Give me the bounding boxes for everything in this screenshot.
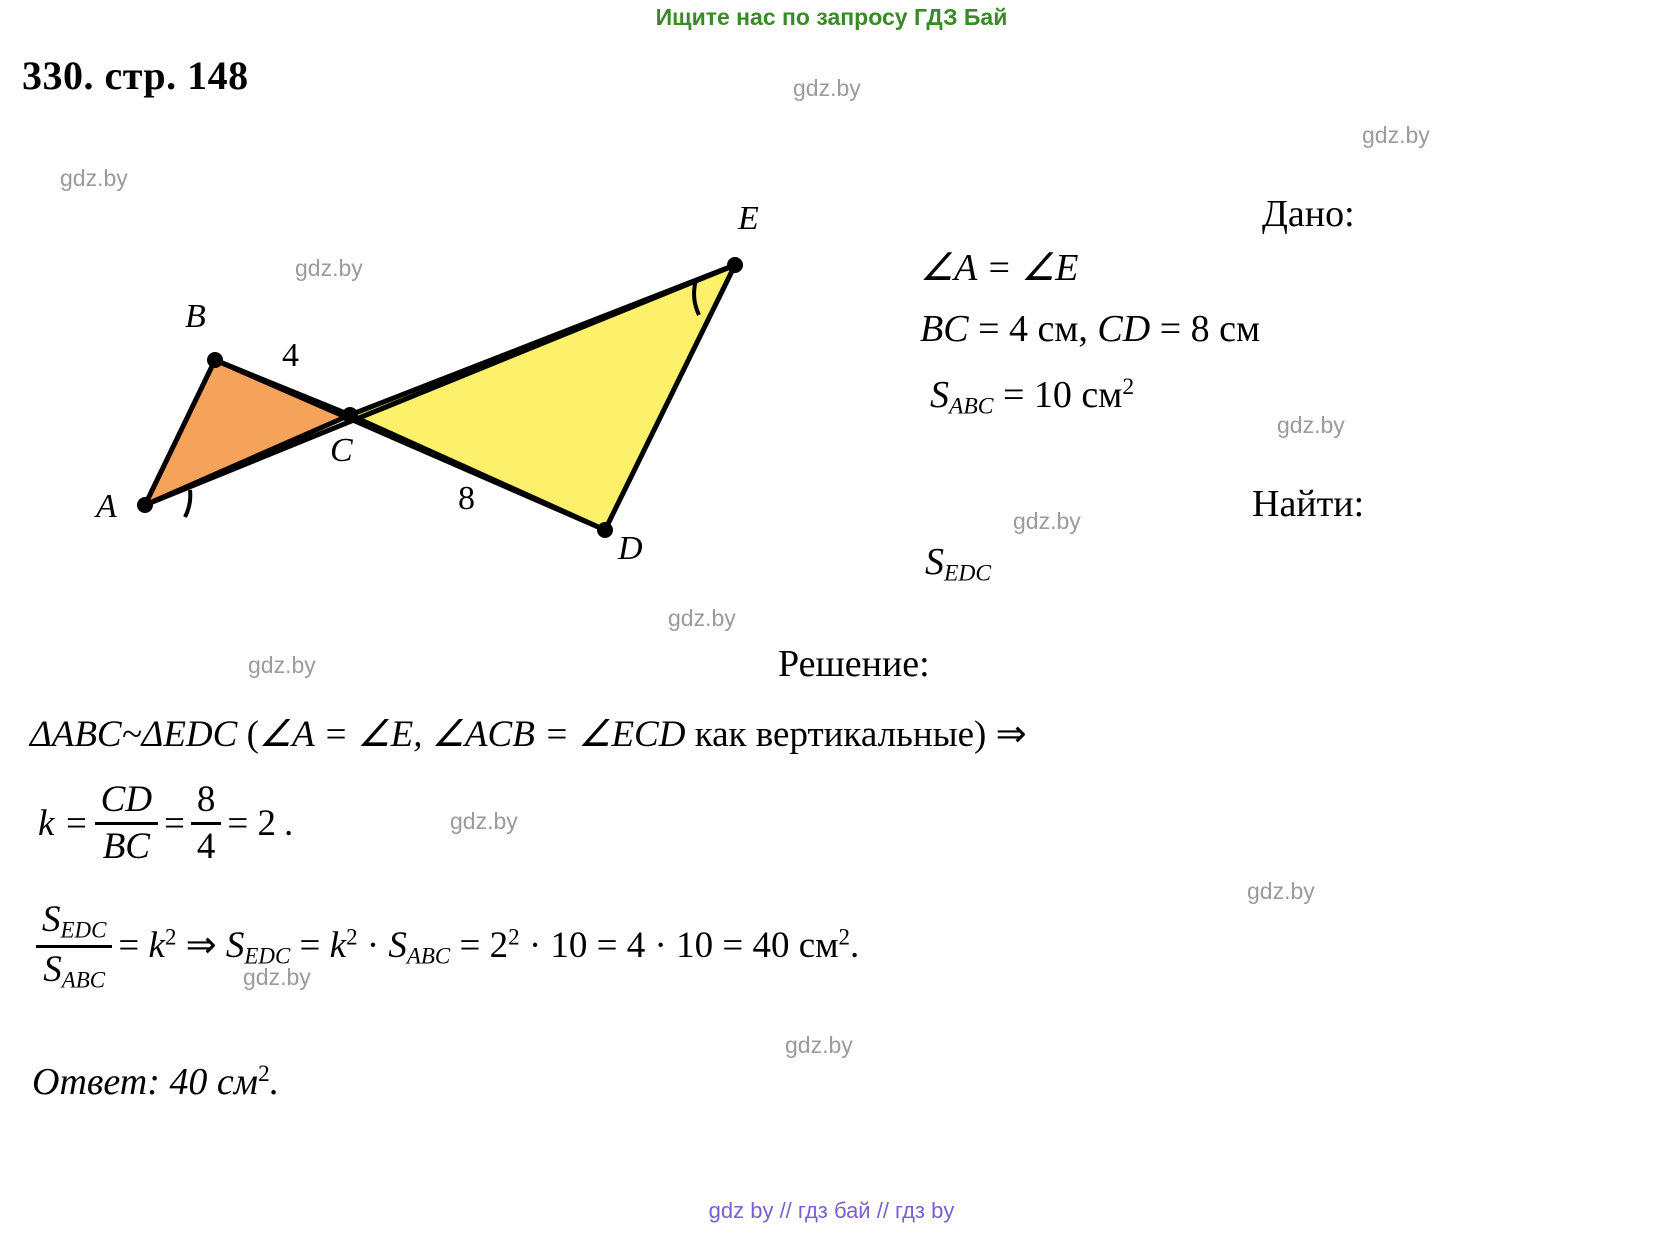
fraction-denominator: $S_{ABC}$: [43, 949, 106, 993]
side-label-bc: 4: [282, 337, 299, 374]
watermark: gdz.by: [248, 652, 316, 678]
k-period: .: [284, 802, 294, 844]
solution-line-similarity: ΔABC~ΔEDC (∠A = ∠E, ∠ACB = ∠ECD как вертикальные) ⇒: [30, 714, 1027, 755]
vertex-label-a: A: [96, 488, 117, 525]
areas-expression: = $k^2$ ⇒ $S_{EDC} = k^2 \cdot S_{ABC} = 2^2 \cdot 10 = 4 \cdot 10 = 40$ $см^2$.: [118, 924, 860, 969]
angle-arc-a: [185, 490, 190, 517]
geometry-figure: [60, 190, 900, 610]
site-banner: Ищите нас по запросу ГДЗ Бай: [655, 4, 1008, 30]
fraction-numerator: $S_{EDC}$: [42, 899, 107, 943]
vertex-dot-e: [727, 257, 743, 273]
watermark: gdz.by: [1013, 508, 1081, 534]
triangles-diagram: [60, 190, 900, 610]
watermark: gdz.by: [793, 75, 861, 101]
answer-end: .: [269, 1061, 280, 1103]
solution-line-k: [38, 780, 293, 867]
vertex-label-d: D: [618, 530, 643, 567]
vertex-dot-b: [207, 352, 223, 368]
fraction-bar: [36, 945, 112, 948]
watermark: gdz.by: [1362, 122, 1430, 148]
fraction-cd-bc: [95, 780, 158, 867]
answer-sup: 2: [257, 1061, 270, 1088]
page-title: [22, 52, 249, 99]
k-eq2: = 2: [227, 802, 277, 844]
watermark: gdz.by: [668, 605, 736, 631]
fraction-sedc-sabc: [36, 900, 112, 993]
task-page-value: стр. 148: [104, 53, 249, 98]
watermark: gdz.by: [450, 808, 518, 834]
task-number-value: 330.: [22, 53, 94, 98]
fraction-numerator: 8: [196, 779, 216, 820]
fraction-denominator: 4: [196, 825, 216, 867]
watermark: gdz.by: [295, 255, 363, 281]
find-sub: EDC: [944, 560, 992, 587]
find-symbol: S: [925, 541, 944, 583]
vertex-label-b: B: [185, 298, 206, 335]
given-angles: ∠A = ∠E: [920, 247, 1079, 289]
fraction-denominator: BC: [102, 825, 150, 867]
fraction-8-4: [191, 780, 222, 867]
given-area: $S_{ABC} = 10$ $см^2$: [930, 374, 1135, 420]
vertex-label-e: E: [738, 200, 759, 237]
solution-label: Решение:: [778, 643, 930, 685]
find-label: Найти:: [1252, 483, 1365, 525]
k-eq1: =: [164, 802, 185, 844]
footer-links: gdz by // гдз бай // гдз by: [708, 1198, 955, 1223]
answer-text: Ответ: 40 см: [32, 1061, 258, 1103]
vertex-label-c: C: [330, 432, 353, 469]
given-label: Дано:: [1262, 193, 1355, 235]
watermark: gdz.by: [243, 964, 311, 990]
solution-line-areas: [30, 900, 859, 993]
watermark: gdz.by: [60, 165, 128, 191]
given-sides: BC = 4 см, CD = 8 см: [920, 308, 1261, 350]
vertex-dot-a: [137, 497, 153, 513]
watermark: gdz.by: [1247, 878, 1315, 904]
fraction-bar: [191, 822, 222, 825]
answer-line: [32, 1060, 279, 1104]
k-lhs: k =: [38, 802, 89, 844]
find-value: [925, 540, 991, 588]
fraction-bar: [95, 822, 158, 825]
vertex-dot-c: [342, 407, 358, 423]
side-label-cd: 8: [458, 480, 475, 517]
vertex-dot-d: [597, 522, 613, 538]
fraction-numerator: CD: [100, 779, 153, 820]
watermark: gdz.by: [1277, 412, 1345, 438]
watermark: gdz.by: [785, 1032, 853, 1058]
